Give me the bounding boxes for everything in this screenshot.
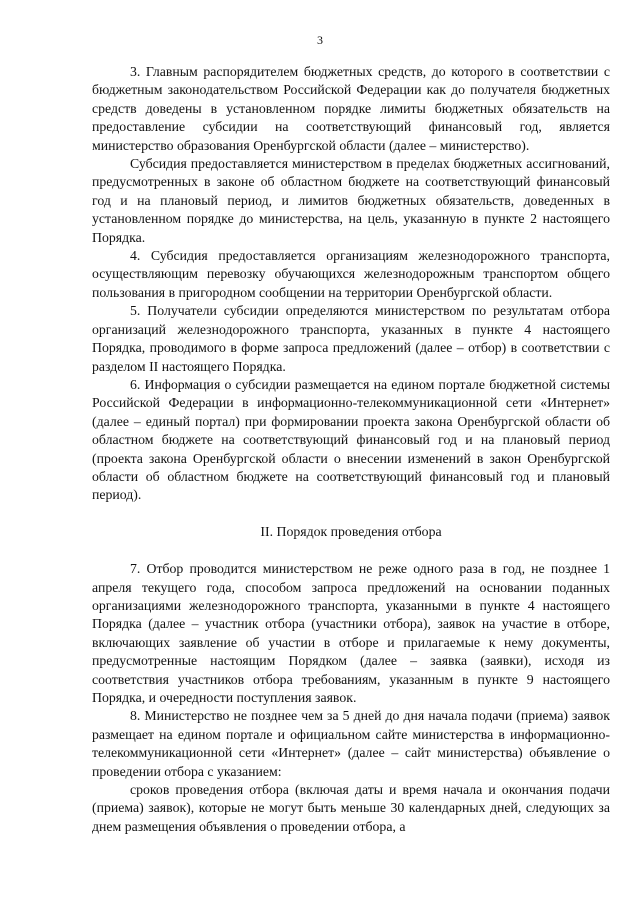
paragraph-7-selection-procedure: 7. Отбор проводится министерством не реже одного раза в год, не позднее 1 апреля текущего года, способом запроса предложений на основании поданных организациями железнодорожного транспорта, указанными в пункте 4 настоящего Порядка (далее – участник отбора (участники отбора), заявок на участие в отборе, включающих заявление об участии в отборе и прилагаемые к нему документы, предусмотренные настоящим Порядком (далее – заявка (заявки), исходя из соответствия участников отбора требованиям, указанным в пункте 9 настоящего Порядка, и очередности поступления заявок.	[92, 561, 610, 705]
page-number: 3	[317, 33, 323, 47]
paragraph-4-recipients: 4. Субсидия предоставляется организациям железнодорожного транспорта, осуществляющим перевозку обучающихся железнодорожным транспортом общего пользования в пригородном сообщении на территории Оренбургской области.	[92, 248, 610, 300]
paragraph-5-selection: 5. Получатели субсидии определяются министерством по результатам отбора организаций железнодорожного транспорта, указанных в пункте 4 настоящего Порядка, проводимого в форме запроса предложений (далее – отбор) в соответствии с разделом II настоящего Порядка.	[92, 303, 610, 374]
paragraph-3-budget-administrator: 3. Главным распорядителем бюджетных средств, до которого в соответствии с бюджетным законодательством Российской Федерации как до получателя бюджетных средств доведены в установленном порядке лимиты бюджетных обязательств на предоставление субсидии на соответствующий финансовый год, является министерство образования Оренбургской области (далее – министерство).	[92, 64, 610, 153]
paragraph-8-announcement: 8. Министерство не позднее чем за 5 дней до дня начала подачи (приема) заявок размещает на едином портале и официальном сайте министерства в информационно-телекоммуникационной сети «Интернет» (далее – сайт министерства) объявление о проведении отбора с указанием:	[92, 708, 610, 779]
document-body	[92, 63, 610, 836]
section-heading: II. Порядок проведения отбора	[260, 523, 442, 539]
paragraph-deadlines: сроков проведения отбора (включая даты и время начала и окончания подачи (приема) заявок), которые не могут быть меньше 30 календарных дней, следующих за днем размещения объявления о проведении отбора, а	[92, 782, 610, 834]
paragraph-6-information: 6. Информация о субсидии размещается на едином портале бюджетной системы Российской Федерации в информационно-телекоммуникационной сети «Интернет» (далее – единый портал) при формировании проекта закона Оренбургской области об областном бюджете на соответствующий финансовый год и на плановый период (проекта закона Оренбургской области о внесении изменений в закон Оренбургской области об областном бюджете на соответствующий финансовый год и плановый период).	[92, 376, 610, 503]
paragraph-subsidy-limits: Субсидия предоставляется министерством в пределах бюджетных ассигнований, предусмотренных в законе об областном бюджете на соответствующий финансовый год и на плановый период, и лимитов бюджетных обязательств, доведенных в установленном порядке до министерства, на цель, указанную в пункте 2 настоящего Порядка.	[92, 156, 610, 245]
